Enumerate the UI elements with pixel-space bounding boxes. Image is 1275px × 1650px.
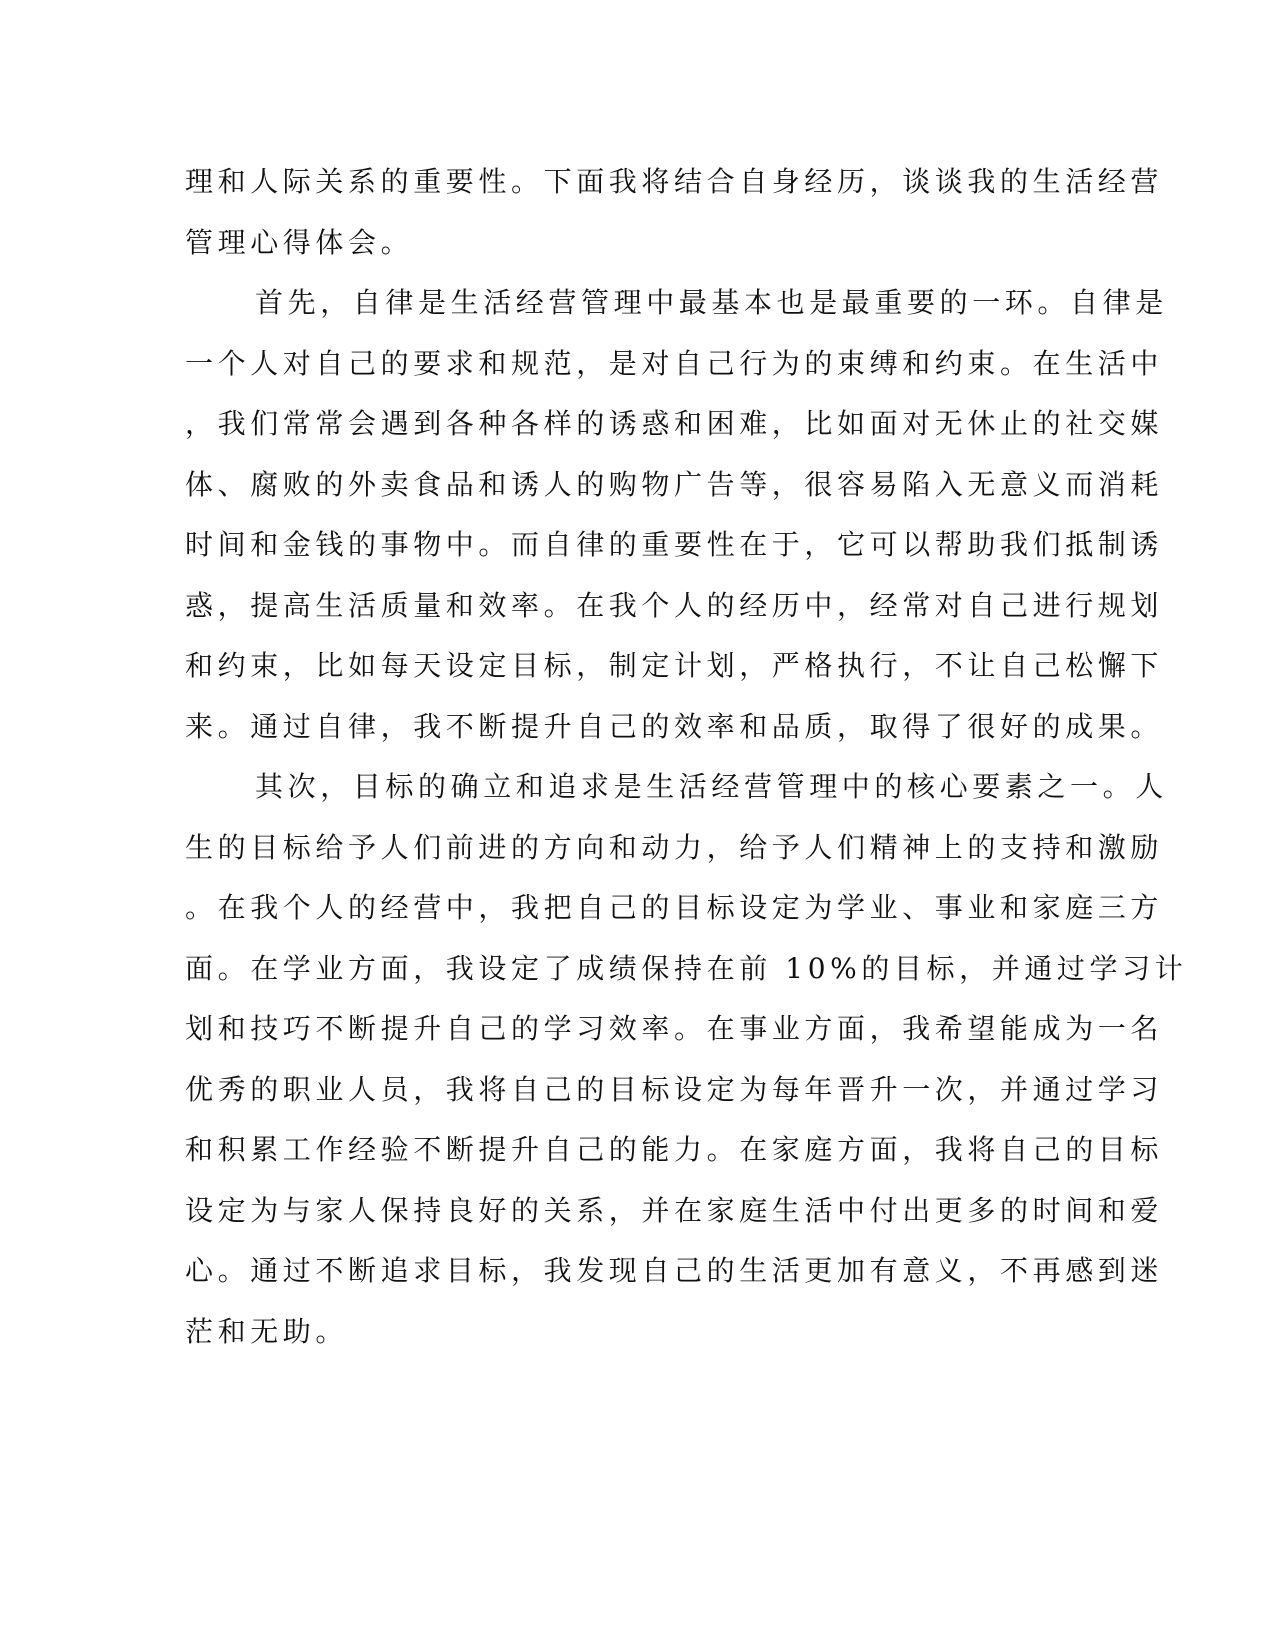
text-line: 来。通过自律，我不断提升自己的效率和品质，取得了很好的成果。 <box>185 709 1164 743</box>
text-line: 面。在学业方面，我设定了成绩保持在前 10%的目标，并通过学习计 <box>185 951 1188 985</box>
text-line: 设定为与家人保持良好的关系，并在家庭生活中付出更多的时间和爱 <box>185 1193 1164 1227</box>
text-line-first: 首先，自律是生活经营管理中最基本也是最重要的一环。自律是 <box>255 286 1168 319</box>
text-line: 理和人际关系的重要性。下面我将结合自身经历，谈谈我的生活经营 <box>185 165 1164 198</box>
text-line: 惑，提高生活质量和效率。在我个人的经历中，经常对自己进行规划 <box>185 588 1164 622</box>
paragraph-self-discipline <box>185 273 1185 757</box>
text-line: 和积累工作经验不断提升自己的能力。在家庭方面，我将自己的目标 <box>185 1133 1164 1166</box>
document-body <box>185 152 1188 1362</box>
text-line: 体、腐败的外卖食品和诱人的购物广告等，很容易陷入无意义而消耗 <box>185 467 1164 501</box>
text-line: 生的目标给予人们前进的方向和动力，给予人们精神上的支持和激励 <box>185 830 1164 864</box>
text-line: 心。通过不断追求目标，我发现自己的生活更加有意义，不再感到迷 <box>185 1254 1164 1287</box>
text-line: ，我们常常会遇到各种各样的诱惑和困难，比如面对无休止的社交媒 <box>185 407 1164 440</box>
text-line: 一个人对自己的要求和规范，是对自己行为的束缚和约束。在生活中 <box>185 346 1164 380</box>
paragraph-goals <box>185 757 1188 1362</box>
paragraph-intro-continued <box>185 152 1185 273</box>
text-line: 管理心得体会。 <box>185 225 414 259</box>
text-line: 茫和无助。 <box>185 1314 349 1348</box>
text-line: 优秀的职业人员，我将自己的目标设定为每年晋升一次，并通过学习 <box>185 1072 1164 1106</box>
text-line: 和约束，比如每天设定目标，制定计划，严格执行，不让自己松懈下 <box>185 649 1164 682</box>
text-line: 划和技巧不断提升自己的学习效率。在事业方面，我希望能成为一名 <box>185 1012 1164 1045</box>
text-line: 。在我个人的经营中，我把自己的目标设定为学业、事业和家庭三方 <box>185 891 1164 924</box>
text-line-first: 其次，目标的确立和追求是生活经营管理中的核心要素之一。人 <box>255 770 1168 803</box>
text-line: 时间和金钱的事物中。而自律的重要性在于，它可以帮助我们抵制诱 <box>185 528 1164 561</box>
